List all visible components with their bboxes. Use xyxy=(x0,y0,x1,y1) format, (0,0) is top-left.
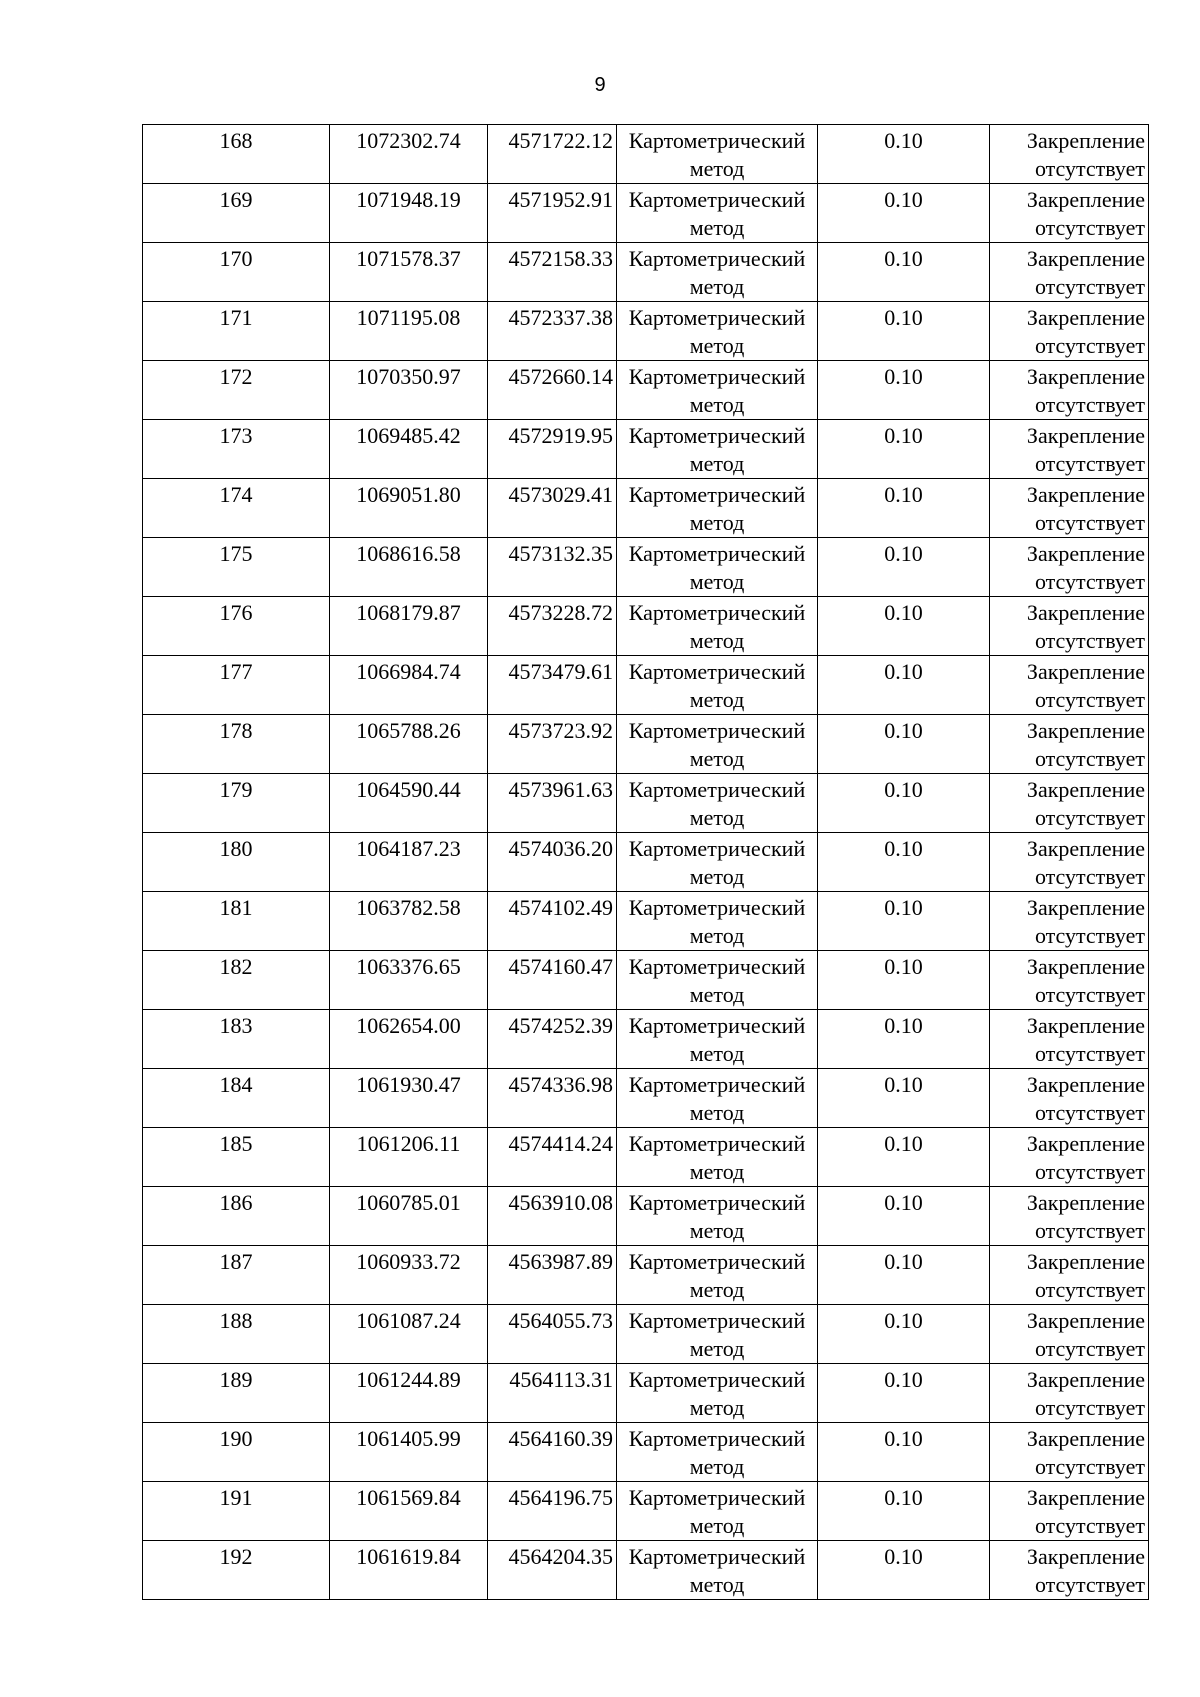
table-row xyxy=(143,833,1149,892)
fixing-text: отсутствует xyxy=(1034,687,1145,712)
fixing-text: Закрепление xyxy=(1026,1367,1145,1392)
method-text: метод xyxy=(689,1336,745,1361)
x-coordinate-cell: 1061619.84 xyxy=(330,1541,488,1600)
y-coordinate-cell: 4573479.61 xyxy=(488,656,617,715)
fixing-text: Закрепление xyxy=(1026,1485,1145,1510)
x-coordinate-cell: 1064187.23 xyxy=(330,833,488,892)
method-text: метод xyxy=(689,746,745,771)
method-cell xyxy=(617,1069,818,1128)
method-text: Картометрический xyxy=(628,187,806,212)
method-text: Картометрический xyxy=(628,718,806,743)
fixing-cell xyxy=(990,1069,1149,1128)
y-coordinate-cell: 4573723.92 xyxy=(488,715,617,774)
point-number-cell: 181 xyxy=(143,892,330,951)
x-coordinate-cell: 1060785.01 xyxy=(330,1187,488,1246)
fixing-text: Закрепление xyxy=(1026,954,1145,979)
y-coordinate-cell: 4571952.91 xyxy=(488,184,617,243)
accuracy-cell: 0.10 xyxy=(818,243,990,302)
method-text: Картометрический xyxy=(628,1072,806,1097)
x-coordinate-cell: 1068179.87 xyxy=(330,597,488,656)
method-cell xyxy=(617,479,818,538)
point-number-cell: 182 xyxy=(143,951,330,1010)
point-number-cell: 180 xyxy=(143,833,330,892)
accuracy-cell: 0.10 xyxy=(818,1423,990,1482)
y-coordinate-cell: 4563987.89 xyxy=(488,1246,617,1305)
table-row xyxy=(143,184,1149,243)
method-cell xyxy=(617,361,818,420)
fixing-cell xyxy=(990,538,1149,597)
point-number-cell: 173 xyxy=(143,420,330,479)
fixing-text: отсутствует xyxy=(1034,1218,1145,1243)
table-row xyxy=(143,1305,1149,1364)
point-number-cell: 188 xyxy=(143,1305,330,1364)
method-cell xyxy=(617,302,818,361)
fixing-text: отсутствует xyxy=(1034,1159,1145,1184)
method-text: Картометрический xyxy=(628,1426,806,1451)
fixing-text: Закрепление xyxy=(1026,1544,1145,1569)
method-cell xyxy=(617,833,818,892)
fixing-text: Закрепление xyxy=(1026,1131,1145,1156)
y-coordinate-cell: 4574160.47 xyxy=(488,951,617,1010)
accuracy-cell: 0.10 xyxy=(818,833,990,892)
point-number-cell: 171 xyxy=(143,302,330,361)
fixing-text: Закрепление xyxy=(1026,305,1145,330)
fixing-text: Закрепление xyxy=(1026,1308,1145,1333)
fixing-cell xyxy=(990,597,1149,656)
method-text: Картометрический xyxy=(628,482,806,507)
method-text: метод xyxy=(689,1513,745,1538)
y-coordinate-cell: 4574414.24 xyxy=(488,1128,617,1187)
accuracy-cell: 0.10 xyxy=(818,125,990,184)
point-number-cell: 187 xyxy=(143,1246,330,1305)
method-cell xyxy=(617,715,818,774)
fixing-text: отсутствует xyxy=(1034,864,1145,889)
method-text: Картометрический xyxy=(628,659,806,684)
fixing-text: Закрепление xyxy=(1026,128,1145,153)
method-cell xyxy=(617,1010,818,1069)
method-text: метод xyxy=(689,1100,745,1125)
y-coordinate-cell: 4572337.38 xyxy=(488,302,617,361)
table-row xyxy=(143,125,1149,184)
point-number-cell: 189 xyxy=(143,1364,330,1423)
fixing-text: отсутствует xyxy=(1034,1336,1145,1361)
accuracy-cell: 0.10 xyxy=(818,302,990,361)
table-row xyxy=(143,361,1149,420)
fixing-text: Закрепление xyxy=(1026,246,1145,271)
method-text: метод xyxy=(689,333,745,358)
fixing-cell xyxy=(990,243,1149,302)
y-coordinate-cell: 4564055.73 xyxy=(488,1305,617,1364)
point-number-cell: 172 xyxy=(143,361,330,420)
method-text: метод xyxy=(689,156,745,181)
x-coordinate-cell: 1061405.99 xyxy=(330,1423,488,1482)
point-number-cell: 174 xyxy=(143,479,330,538)
coordinates-table-body xyxy=(143,125,1149,1600)
fixing-text: Закрепление xyxy=(1026,836,1145,861)
table-row xyxy=(143,1364,1149,1423)
x-coordinate-cell: 1061244.89 xyxy=(330,1364,488,1423)
fixing-text: Закрепление xyxy=(1026,718,1145,743)
x-coordinate-cell: 1061569.84 xyxy=(330,1482,488,1541)
fixing-cell xyxy=(990,420,1149,479)
y-coordinate-cell: 4573132.35 xyxy=(488,538,617,597)
fixing-text: Закрепление xyxy=(1026,423,1145,448)
method-cell xyxy=(617,1305,818,1364)
y-coordinate-cell: 4574036.20 xyxy=(488,833,617,892)
accuracy-cell: 0.10 xyxy=(818,774,990,833)
accuracy-cell: 0.10 xyxy=(818,715,990,774)
method-text: Картометрический xyxy=(628,1131,806,1156)
table-row xyxy=(143,715,1149,774)
y-coordinate-cell: 4572919.95 xyxy=(488,420,617,479)
x-coordinate-cell: 1061206.11 xyxy=(330,1128,488,1187)
fixing-cell xyxy=(990,1010,1149,1069)
method-text: Картометрический xyxy=(628,1249,806,1274)
fixing-text: отсутствует xyxy=(1034,628,1145,653)
fixing-cell xyxy=(990,302,1149,361)
x-coordinate-cell: 1061087.24 xyxy=(330,1305,488,1364)
fixing-text: Закрепление xyxy=(1026,364,1145,389)
fixing-text: отсутствует xyxy=(1034,569,1145,594)
fixing-cell xyxy=(990,656,1149,715)
x-coordinate-cell: 1072302.74 xyxy=(330,125,488,184)
accuracy-cell: 0.10 xyxy=(818,892,990,951)
fixing-cell xyxy=(990,1364,1149,1423)
accuracy-cell: 0.10 xyxy=(818,1305,990,1364)
method-text: метод xyxy=(689,1218,745,1243)
method-text: метод xyxy=(689,392,745,417)
fixing-text: отсутствует xyxy=(1034,510,1145,535)
x-coordinate-cell: 1071578.37 xyxy=(330,243,488,302)
method-cell xyxy=(617,774,818,833)
fixing-cell xyxy=(990,479,1149,538)
method-text: Картометрический xyxy=(628,364,806,389)
fixing-text: отсутствует xyxy=(1034,1100,1145,1125)
method-text: Картометрический xyxy=(628,541,806,566)
method-text: метод xyxy=(689,982,745,1007)
point-number-cell: 168 xyxy=(143,125,330,184)
fixing-text: отсутствует xyxy=(1034,215,1145,240)
fixing-text: отсутствует xyxy=(1034,1277,1145,1302)
fixing-text: отсутствует xyxy=(1034,1395,1145,1420)
table-row xyxy=(143,302,1149,361)
fixing-text: Закрепление xyxy=(1026,1426,1145,1451)
table-row xyxy=(143,1246,1149,1305)
fixing-cell xyxy=(990,1541,1149,1600)
method-text: Картометрический xyxy=(628,600,806,625)
fixing-cell xyxy=(990,1187,1149,1246)
fixing-text: отсутствует xyxy=(1034,451,1145,476)
point-number-cell: 175 xyxy=(143,538,330,597)
fixing-cell xyxy=(990,361,1149,420)
fixing-text: отсутствует xyxy=(1034,392,1145,417)
method-cell xyxy=(617,243,818,302)
fixing-text: отсутствует xyxy=(1034,156,1145,181)
point-number-cell: 191 xyxy=(143,1482,330,1541)
fixing-cell xyxy=(990,1305,1149,1364)
method-text: метод xyxy=(689,1395,745,1420)
x-coordinate-cell: 1061930.47 xyxy=(330,1069,488,1128)
y-coordinate-cell: 4572158.33 xyxy=(488,243,617,302)
point-number-cell: 184 xyxy=(143,1069,330,1128)
accuracy-cell: 0.10 xyxy=(818,1364,990,1423)
method-text: метод xyxy=(689,569,745,594)
point-number-cell: 170 xyxy=(143,243,330,302)
point-number-cell: 178 xyxy=(143,715,330,774)
fixing-text: отсутствует xyxy=(1034,1454,1145,1479)
y-coordinate-cell: 4574336.98 xyxy=(488,1069,617,1128)
x-coordinate-cell: 1071195.08 xyxy=(330,302,488,361)
accuracy-cell: 0.10 xyxy=(818,184,990,243)
method-cell xyxy=(617,538,818,597)
x-coordinate-cell: 1066984.74 xyxy=(330,656,488,715)
method-text: Картометрический xyxy=(628,1485,806,1510)
x-coordinate-cell: 1063782.58 xyxy=(330,892,488,951)
table-row xyxy=(143,1069,1149,1128)
method-text: метод xyxy=(689,923,745,948)
fixing-cell xyxy=(990,1482,1149,1541)
point-number-cell: 177 xyxy=(143,656,330,715)
accuracy-cell: 0.10 xyxy=(818,361,990,420)
accuracy-cell: 0.10 xyxy=(818,1246,990,1305)
method-text: метод xyxy=(689,510,745,535)
method-text: Картометрический xyxy=(628,1367,806,1392)
table-row xyxy=(143,420,1149,479)
y-coordinate-cell: 4564160.39 xyxy=(488,1423,617,1482)
method-text: метод xyxy=(689,215,745,240)
method-cell xyxy=(617,951,818,1010)
x-coordinate-cell: 1069485.42 xyxy=(330,420,488,479)
method-cell xyxy=(617,1482,818,1541)
fixing-text: отсутствует xyxy=(1034,1513,1145,1538)
accuracy-cell: 0.10 xyxy=(818,951,990,1010)
fixing-cell xyxy=(990,1246,1149,1305)
accuracy-cell: 0.10 xyxy=(818,420,990,479)
y-coordinate-cell: 4574252.39 xyxy=(488,1010,617,1069)
accuracy-cell: 0.10 xyxy=(818,538,990,597)
method-text: метод xyxy=(689,1572,745,1597)
method-text: метод xyxy=(689,687,745,712)
table-row xyxy=(143,479,1149,538)
accuracy-cell: 0.10 xyxy=(818,1010,990,1069)
table-row xyxy=(143,1541,1149,1600)
y-coordinate-cell: 4564204.35 xyxy=(488,1541,617,1600)
fixing-text: отсутствует xyxy=(1034,333,1145,358)
method-cell xyxy=(617,184,818,243)
x-coordinate-cell: 1063376.65 xyxy=(330,951,488,1010)
fixing-text: отсутствует xyxy=(1034,1041,1145,1066)
y-coordinate-cell: 4572660.14 xyxy=(488,361,617,420)
point-number-cell: 186 xyxy=(143,1187,330,1246)
accuracy-cell: 0.10 xyxy=(818,1482,990,1541)
table-row xyxy=(143,1482,1149,1541)
fixing-cell xyxy=(990,1423,1149,1482)
method-text: Картометрический xyxy=(628,836,806,861)
accuracy-cell: 0.10 xyxy=(818,597,990,656)
fixing-text: Закрепление xyxy=(1026,187,1145,212)
point-number-cell: 176 xyxy=(143,597,330,656)
coordinates-table xyxy=(142,124,1149,1600)
method-text: метод xyxy=(689,1159,745,1184)
table-row xyxy=(143,1187,1149,1246)
fixing-cell xyxy=(990,1128,1149,1187)
method-text: метод xyxy=(689,628,745,653)
accuracy-cell: 0.10 xyxy=(818,1187,990,1246)
table-row xyxy=(143,892,1149,951)
method-cell xyxy=(617,420,818,479)
table-row xyxy=(143,597,1149,656)
point-number-cell: 185 xyxy=(143,1128,330,1187)
method-text: метод xyxy=(689,1277,745,1302)
method-text: метод xyxy=(689,1454,745,1479)
method-text: метод xyxy=(689,451,745,476)
accuracy-cell: 0.10 xyxy=(818,1128,990,1187)
fixing-text: отсутствует xyxy=(1034,746,1145,771)
method-text: метод xyxy=(689,805,745,830)
y-coordinate-cell: 4571722.12 xyxy=(488,125,617,184)
x-coordinate-cell: 1069051.80 xyxy=(330,479,488,538)
method-cell xyxy=(617,1187,818,1246)
fixing-text: Закрепление xyxy=(1026,777,1145,802)
accuracy-cell: 0.10 xyxy=(818,656,990,715)
fixing-text: Закрепление xyxy=(1026,1249,1145,1274)
method-text: метод xyxy=(689,864,745,889)
x-coordinate-cell: 1064590.44 xyxy=(330,774,488,833)
y-coordinate-cell: 4573228.72 xyxy=(488,597,617,656)
method-cell xyxy=(617,1128,818,1187)
method-text: Картометрический xyxy=(628,423,806,448)
x-coordinate-cell: 1071948.19 xyxy=(330,184,488,243)
point-number-cell: 169 xyxy=(143,184,330,243)
method-text: Картометрический xyxy=(628,895,806,920)
method-cell xyxy=(617,1541,818,1600)
method-cell xyxy=(617,597,818,656)
fixing-text: Закрепление xyxy=(1026,1190,1145,1215)
fixing-cell xyxy=(990,774,1149,833)
method-text: Картометрический xyxy=(628,1544,806,1569)
table-row xyxy=(143,243,1149,302)
x-coordinate-cell: 1068616.58 xyxy=(330,538,488,597)
fixing-text: отсутствует xyxy=(1034,982,1145,1007)
fixing-text: Закрепление xyxy=(1026,1072,1145,1097)
method-text: Картометрический xyxy=(628,1013,806,1038)
table-row xyxy=(143,1128,1149,1187)
x-coordinate-cell: 1060933.72 xyxy=(330,1246,488,1305)
table-row xyxy=(143,774,1149,833)
method-text: Картометрический xyxy=(628,777,806,802)
method-text: Картометрический xyxy=(628,1308,806,1333)
method-text: Картометрический xyxy=(628,954,806,979)
method-text: Картометрический xyxy=(628,128,806,153)
fixing-text: отсутствует xyxy=(1034,274,1145,299)
accuracy-cell: 0.10 xyxy=(818,1069,990,1128)
x-coordinate-cell: 1070350.97 xyxy=(330,361,488,420)
fixing-cell xyxy=(990,892,1149,951)
table-row xyxy=(143,656,1149,715)
y-coordinate-cell: 4564113.31 xyxy=(488,1364,617,1423)
page-number: 9 xyxy=(594,74,606,96)
method-text: метод xyxy=(689,1041,745,1066)
fixing-text: Закрепление xyxy=(1026,895,1145,920)
fixing-text: Закрепление xyxy=(1026,659,1145,684)
accuracy-cell: 0.10 xyxy=(818,479,990,538)
table-row xyxy=(143,1010,1149,1069)
point-number-cell: 179 xyxy=(143,774,330,833)
point-number-cell: 183 xyxy=(143,1010,330,1069)
fixing-cell xyxy=(990,715,1149,774)
fixing-cell xyxy=(990,184,1149,243)
y-coordinate-cell: 4573029.41 xyxy=(488,479,617,538)
method-cell xyxy=(617,1246,818,1305)
y-coordinate-cell: 4573961.63 xyxy=(488,774,617,833)
method-cell xyxy=(617,1423,818,1482)
table-row xyxy=(143,538,1149,597)
method-cell xyxy=(617,125,818,184)
method-text: Картометрический xyxy=(628,305,806,330)
y-coordinate-cell: 4563910.08 xyxy=(488,1187,617,1246)
fixing-text: отсутствует xyxy=(1034,923,1145,948)
method-text: Картометрический xyxy=(628,1190,806,1215)
x-coordinate-cell: 1065788.26 xyxy=(330,715,488,774)
method-cell xyxy=(617,656,818,715)
fixing-text: Закрепление xyxy=(1026,482,1145,507)
method-text: метод xyxy=(689,274,745,299)
y-coordinate-cell: 4574102.49 xyxy=(488,892,617,951)
table-row xyxy=(143,951,1149,1010)
fixing-cell xyxy=(990,125,1149,184)
fixing-cell xyxy=(990,951,1149,1010)
point-number-cell: 190 xyxy=(143,1423,330,1482)
method-cell xyxy=(617,1364,818,1423)
point-number-cell: 192 xyxy=(143,1541,330,1600)
fixing-text: Закрепление xyxy=(1026,600,1145,625)
fixing-text: Закрепление xyxy=(1026,1013,1145,1038)
table-row xyxy=(143,1423,1149,1482)
fixing-text: отсутствует xyxy=(1034,805,1145,830)
method-cell xyxy=(617,892,818,951)
fixing-cell xyxy=(990,833,1149,892)
fixing-text: Закрепление xyxy=(1026,541,1145,566)
method-text: Картометрический xyxy=(628,246,806,271)
x-coordinate-cell: 1062654.00 xyxy=(330,1010,488,1069)
accuracy-cell: 0.10 xyxy=(818,1541,990,1600)
fixing-text: отсутствует xyxy=(1034,1572,1145,1597)
y-coordinate-cell: 4564196.75 xyxy=(488,1482,617,1541)
